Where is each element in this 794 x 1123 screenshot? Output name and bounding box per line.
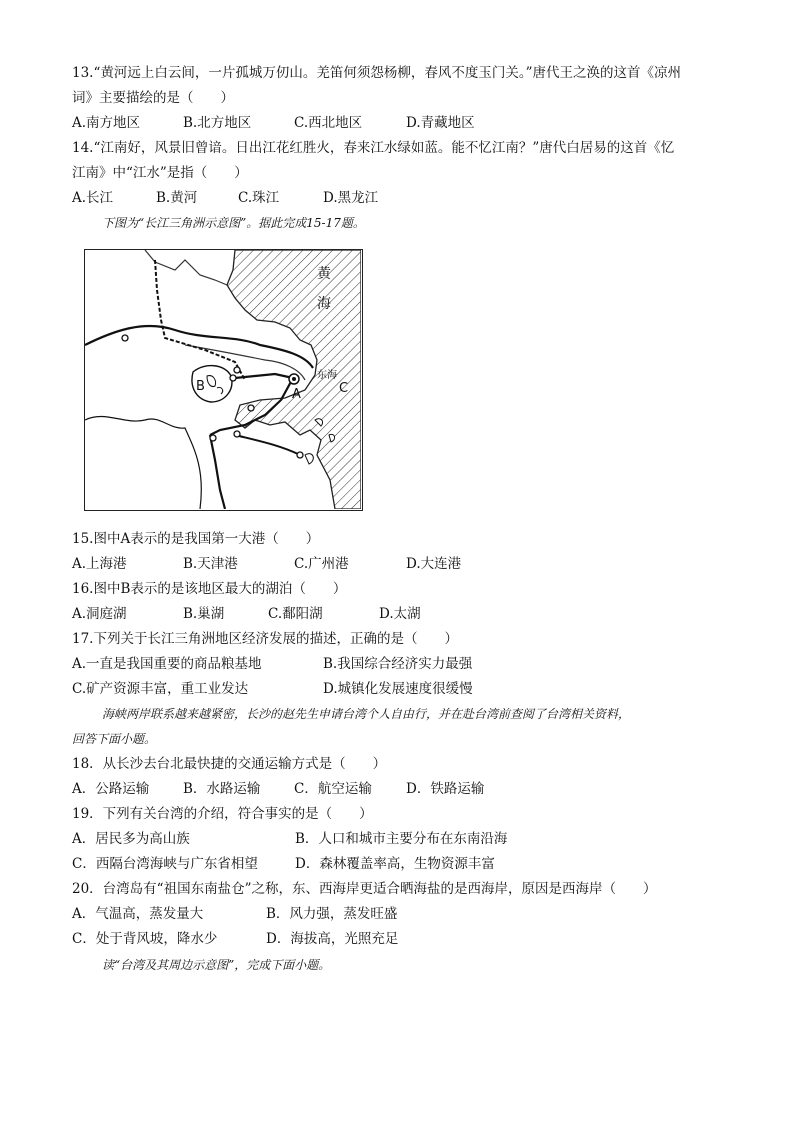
label-c: C [339, 381, 349, 396]
label-east-sea: 东海 [317, 370, 337, 381]
q14-stem-line2: 江南》中“江水”是指（ ） [72, 165, 248, 181]
q16-options [72, 604, 732, 624]
q18-options [72, 779, 732, 799]
q15-option-a[interactable]: A.上海港 [72, 556, 127, 572]
city-marker [234, 367, 240, 373]
q15-option-b[interactable]: B.天津港 [183, 556, 238, 572]
q16-option-c[interactable]: C.鄱阳湖 [268, 606, 323, 622]
q13-option-b[interactable]: B.北方地区 [183, 115, 252, 131]
q13-stem-line2: 词》主要描绘的是（ ） [72, 90, 234, 106]
q13-option-c[interactable]: C.西北地区 [294, 115, 363, 131]
q17-option-a[interactable]: A.一直是我国重要的商品粮基地 [72, 656, 262, 672]
q20-option-b[interactable]: B．风力强，蒸发旺盛 [266, 906, 398, 922]
q13-stem-line1: 13.“黄河远上白云间，一片孤城万仞山。羌笛何须怨杨柳，春风不度玉门关。”唐代王之涣的这首《凉州 [72, 65, 682, 81]
q20-options-row1 [72, 904, 732, 924]
q20-option-d[interactable]: D．海拔高，光照充足 [266, 931, 399, 947]
label-b: B [196, 379, 205, 394]
label-yellow-sea-1: 黄 [317, 266, 331, 282]
yangtze-delta-map [84, 249, 363, 511]
q20-option-c[interactable]: C．处于背风坡，降水少 [72, 931, 218, 947]
q20-stem: 20．台湾岛有“祖国东南盐仓”之称，东、西海岸更适合晒海盐的是西海岸，原因是西海岸（ ） [72, 881, 657, 897]
q19-option-a[interactable]: A．居民多为高山族 [72, 831, 190, 847]
q13-option-d[interactable]: D.青藏地区 [406, 115, 475, 131]
q18-option-a[interactable]: A．公路运输 [72, 781, 150, 797]
q15-option-d[interactable]: D.大连港 [406, 556, 462, 572]
q16-option-b[interactable]: B.巢湖 [183, 606, 225, 622]
q15-options [72, 554, 732, 574]
q19-option-b[interactable]: B．人口和城市主要分布在东南沿海 [295, 831, 508, 847]
label-yellow-sea-2: 海 [317, 296, 331, 312]
city-marker [122, 335, 128, 341]
city-marker [234, 431, 240, 437]
q17-option-c[interactable]: C.矿产资源丰富，重工业发达 [72, 681, 249, 697]
q20-options-row2 [72, 929, 732, 949]
q13-option-a[interactable]: A.南方地区 [72, 115, 141, 131]
q18-option-d[interactable]: D．铁路运输 [406, 781, 485, 797]
railway-south [210, 435, 225, 509]
q18-option-b[interactable]: B．水路运输 [183, 781, 261, 797]
province-border [85, 416, 201, 509]
q14-option-b[interactable]: B.黄河 [156, 190, 198, 206]
q16-stem: 16.图中B表示的是该地区最大的湖泊（ ） [72, 581, 347, 597]
q19-option-c[interactable]: C．西隔台湾海峡与广东省相望 [72, 856, 258, 872]
city-marker [210, 435, 216, 441]
q15-stem: 15.图中A表示的是我国第一大港（ ） [72, 531, 320, 547]
q17-option-d[interactable]: D.城镇化发展速度很缓慢 [323, 681, 473, 697]
q19-options-row1 [72, 829, 732, 849]
q19-options-row2 [72, 854, 732, 874]
intro-18-20-line2: 回答下面小题。 [72, 732, 157, 746]
q17-options-row1 [72, 654, 732, 674]
q14-option-a[interactable]: A.长江 [72, 190, 114, 206]
q19-option-d[interactable]: D．森林覆盖率高，生物资源丰富 [295, 856, 495, 872]
intro-15-17: 下图为“长江三角洲示意图”。据此完成15-17题。 [102, 216, 365, 230]
q14-stem-line1: 14.“江南好，风景旧曾谙。日出江花红胜火，春来江水绿如蓝。能不忆江南？”唐代白居易的这首《忆 [72, 140, 675, 156]
q17-stem: 17.下列关于长江三角洲地区经济发展的描述，正确的是（ ） [72, 631, 458, 647]
intro-next: 读“台湾及其周边示意图”，完成下面小题。 [102, 958, 331, 972]
q18-stem: 18．从长沙去台北最快捷的交通运输方式是（ ） [72, 756, 387, 772]
q16-option-d[interactable]: D.太湖 [379, 606, 421, 622]
q16-option-a[interactable]: A.洞庭湖 [72, 606, 127, 622]
label-a: A [292, 387, 301, 402]
city-marker [230, 375, 236, 381]
map-svg [85, 250, 361, 509]
q17-option-b[interactable]: B.我国综合经济实力最强 [323, 656, 473, 672]
intro-18-20-line1: 海峡两岸联系越来越紧密，长沙的赵先生申请台湾个人自由行，并在赴台湾前查阅了台湾相关资料， [102, 707, 631, 721]
q13-options [72, 113, 732, 133]
railway-east [235, 435, 300, 455]
q17-options-row2 [72, 679, 732, 699]
q19-stem: 19．下列有关台湾的介绍，符合事实的是（ ） [72, 806, 373, 822]
city-marker [297, 452, 303, 458]
q14-option-d[interactable]: D.黑龙江 [323, 190, 379, 206]
q18-option-c[interactable]: C．航空运输 [294, 781, 372, 797]
q15-option-c[interactable]: C.广州港 [294, 556, 349, 572]
q14-option-c[interactable]: C.珠江 [238, 190, 280, 206]
q14-options [72, 188, 732, 208]
q20-option-a[interactable]: A．气温高，蒸发量大 [72, 906, 204, 922]
city-marker [248, 405, 254, 411]
